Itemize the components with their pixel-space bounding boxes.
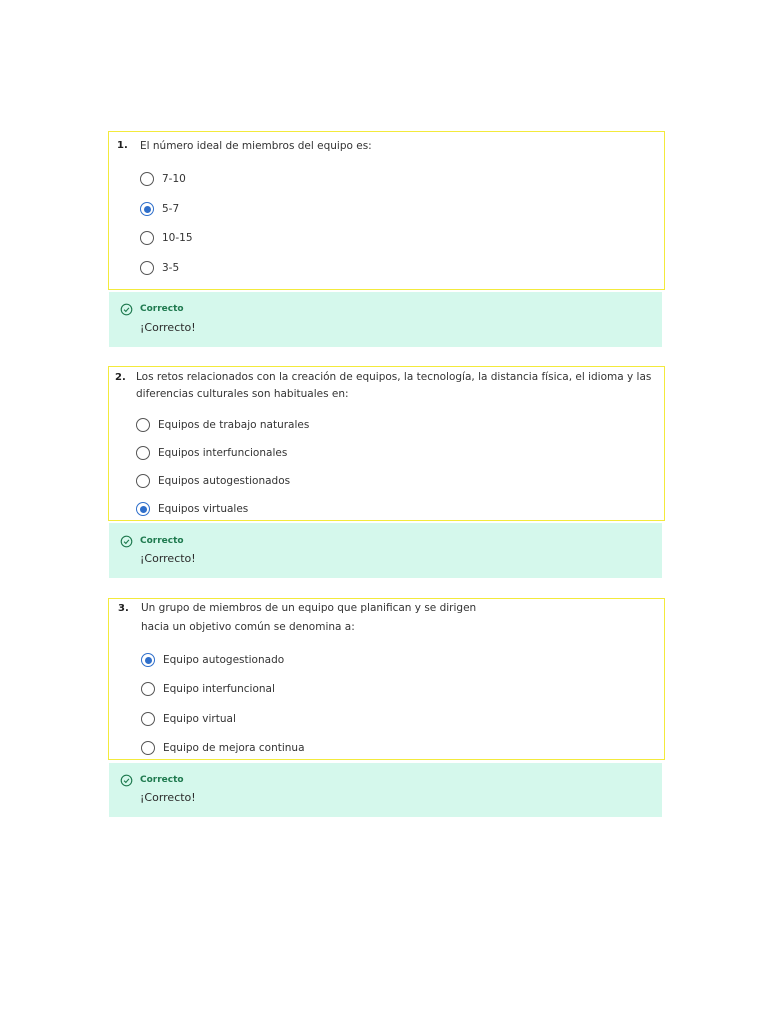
radio-option-2[interactable]	[141, 682, 155, 696]
question-number: 3.	[118, 603, 129, 614]
radio-option-3[interactable]	[141, 712, 155, 726]
option-label[interactable]: 3-5	[162, 262, 180, 274]
feedback-text: ¡Correcto!	[140, 552, 196, 565]
question-1-card	[108, 131, 665, 290]
radio-option-3[interactable]	[136, 474, 150, 488]
option-label[interactable]: Equipo interfuncional	[163, 683, 275, 695]
option-label[interactable]: Equipos virtuales	[158, 503, 249, 515]
radio-option-3[interactable]	[140, 231, 154, 245]
feedback-title: Correcto	[140, 304, 184, 314]
radio-option-4[interactable]	[140, 261, 154, 275]
option-label[interactable]: Equipo virtual	[163, 713, 236, 725]
feedback-title: Correcto	[140, 536, 184, 546]
question-text-line-2: hacia un objetivo común se denomina a:	[141, 621, 355, 633]
option-label[interactable]: Equipo autogestionado	[163, 654, 285, 666]
option-label[interactable]: 5-7	[162, 203, 180, 215]
option-label[interactable]: Equipos de trabajo naturales	[158, 419, 310, 431]
check-circle-icon	[120, 774, 133, 787]
radio-option-1[interactable]	[140, 172, 154, 186]
question-text-line-1: Los retos relacionados con la creación de equipos, la tecnología, la distancia física, el idioma y las	[136, 371, 652, 383]
feedback-text: ¡Correcto!	[140, 321, 196, 334]
check-circle-icon	[120, 303, 133, 316]
question-number: 2.	[115, 372, 126, 383]
option-label[interactable]: 10-15	[162, 232, 193, 244]
radio-option-2[interactable]	[136, 446, 150, 460]
question-text: El número ideal de miembros del equipo es:	[140, 140, 372, 152]
feedback-box-1	[109, 292, 662, 347]
option-label[interactable]: Equipo de mejora continua	[163, 742, 305, 754]
radio-option-2-selected[interactable]	[140, 202, 154, 216]
question-2-card	[108, 366, 665, 521]
option-label[interactable]: 7-10	[162, 173, 186, 185]
radio-option-1-selected[interactable]	[141, 653, 155, 667]
radio-option-1[interactable]	[136, 418, 150, 432]
feedback-box-3	[109, 763, 662, 817]
check-circle-icon	[120, 535, 133, 548]
option-label[interactable]: Equipos autogestionados	[158, 475, 291, 487]
question-text-line-1: Un grupo de miembros de un equipo que planifican y se dirigen	[141, 602, 477, 614]
feedback-title: Correcto	[140, 775, 184, 785]
question-text-line-2: diferencias culturales son habituales en:	[136, 388, 349, 400]
radio-option-4[interactable]	[141, 741, 155, 755]
option-label[interactable]: Equipos interfuncionales	[158, 447, 288, 459]
feedback-text: ¡Correcto!	[140, 791, 196, 804]
radio-option-4-selected[interactable]	[136, 502, 150, 516]
question-3-card	[108, 598, 665, 760]
question-number: 1.	[117, 140, 128, 151]
feedback-box-2	[109, 523, 662, 578]
